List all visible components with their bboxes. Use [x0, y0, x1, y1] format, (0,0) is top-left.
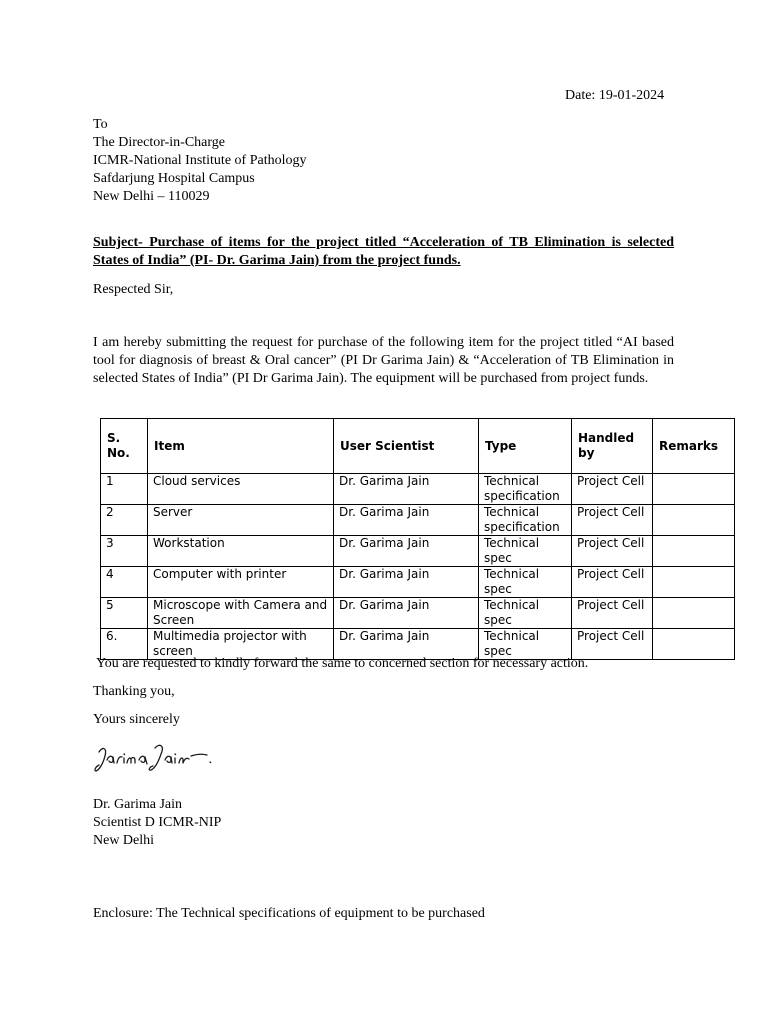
cell-sno: 6.	[101, 629, 148, 660]
forward-request: You are requested to kindly forward the same to concerned section for necessary action.	[96, 656, 589, 671]
enclosure-note: Enclosure: The Technical specifications of equipment to be purchased	[93, 906, 485, 921]
recipient-address	[93, 116, 306, 206]
cell-handled-by: Project Cell	[572, 598, 653, 629]
cell-type: Technical spec	[479, 567, 572, 598]
body-paragraph: I am hereby submitting the request for purchase of the following item for the project titled “AI based tool for diagnosis of breast & Oral cancer” (PI Dr Garima Jain) & “Acceleration of TB Elimination in selected States of India” (PI Dr Garima Jain). The equipment will be purchased from project funds.	[93, 335, 674, 386]
table-row	[101, 505, 735, 536]
cell-remarks	[653, 567, 735, 598]
signatory-name: Dr. Garima Jain	[93, 797, 183, 812]
cell-handled-by: Project Cell	[572, 629, 653, 660]
cell-scientist: Dr. Garima Jain	[334, 505, 479, 536]
cell-sno: 2	[101, 505, 148, 536]
header-handled-by: Handled by	[572, 419, 653, 474]
cell-type: Technical specification	[479, 505, 572, 536]
cell-type: Technical spec	[479, 536, 572, 567]
thanks-line: Thanking you,	[93, 684, 175, 699]
cell-item: Cloud services	[148, 474, 334, 505]
header-type: Type	[479, 419, 572, 474]
cell-sno: 3	[101, 536, 148, 567]
cell-item: Microscope with Camera and Screen	[148, 598, 334, 629]
cell-scientist: Dr. Garima Jain	[334, 567, 479, 598]
cell-item: Server	[148, 505, 334, 536]
cell-remarks	[653, 629, 735, 660]
table-row	[101, 567, 735, 598]
subject-line: Subject- Purchase of items for the project titled “Acceleration of TB Elimination is selected States of India” (PI- Dr. Garima Jain) from the project funds.	[93, 235, 674, 268]
cell-sno: 1	[101, 474, 148, 505]
signatory-city: New Delhi	[93, 833, 155, 848]
table-row	[101, 474, 735, 505]
table-row	[101, 598, 735, 629]
cell-type: Technical spec	[479, 598, 572, 629]
table-row	[101, 536, 735, 567]
signatory-block	[93, 796, 221, 850]
handwritten-signature	[93, 740, 213, 776]
cell-remarks	[653, 505, 735, 536]
cell-item: Computer with printer	[148, 567, 334, 598]
cell-item: Workstation	[148, 536, 334, 567]
recipient-line-2: ICMR-National Institute of Pathology	[93, 153, 307, 168]
cell-scientist: Dr. Garima Jain	[334, 474, 479, 505]
recipient-to: To	[93, 117, 108, 132]
salutation: Respected Sir,	[93, 282, 174, 297]
cell-handled-by: Project Cell	[572, 505, 653, 536]
cell-scientist: Dr. Garima Jain	[334, 536, 479, 567]
cell-handled-by: Project Cell	[572, 567, 653, 598]
cell-remarks	[653, 598, 735, 629]
cell-handled-by: Project Cell	[572, 536, 653, 567]
cell-sno: 5	[101, 598, 148, 629]
cell-type: Technical specification	[479, 474, 572, 505]
recipient-line-1: The Director-in-Charge	[93, 135, 226, 150]
letter-date: Date: 19-01-2024	[565, 88, 665, 103]
cell-scientist: Dr. Garima Jain	[334, 629, 479, 660]
table-header-row	[101, 419, 735, 474]
recipient-line-4: New Delhi – 110029	[93, 189, 210, 204]
table-row	[101, 629, 735, 660]
cell-handled-by: Project Cell	[572, 474, 653, 505]
cell-remarks	[653, 474, 735, 505]
signatory-title: Scientist D ICMR-NIP	[93, 815, 222, 830]
header-item: Item	[148, 419, 334, 474]
closing-line: Yours sincerely	[93, 712, 180, 727]
cell-item: Multimedia projector with screen	[148, 629, 334, 660]
cell-remarks	[653, 536, 735, 567]
header-user-scientist: User Scientist	[334, 419, 479, 474]
cell-type: Technical spec	[479, 629, 572, 660]
cell-sno: 4	[101, 567, 148, 598]
recipient-line-3: Safdarjung Hospital Campus	[93, 171, 255, 186]
header-sno: S. No.	[101, 419, 148, 474]
items-table	[100, 418, 735, 660]
cell-scientist: Dr. Garima Jain	[334, 598, 479, 629]
header-remarks: Remarks	[653, 419, 735, 474]
